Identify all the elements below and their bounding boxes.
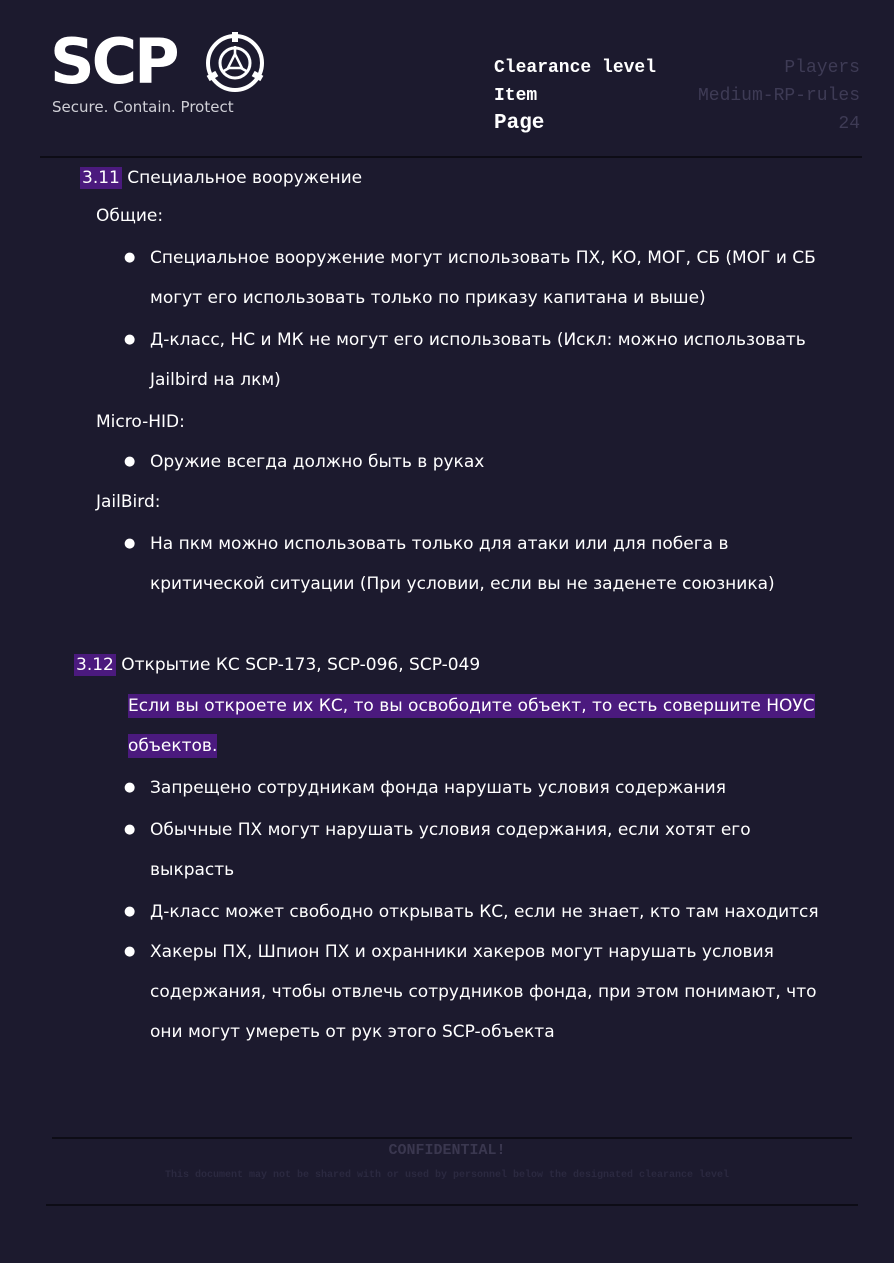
group-label-general: Общие: [96,206,164,226]
scp-emblem-icon [204,32,266,94]
list-item-line: Jailbird на лкм) [150,370,281,390]
meta-page-row [494,110,860,138]
group-label-jailbird: JailBird: [96,492,161,512]
section-heading-3-11 [80,168,362,188]
list-item-line: ● Д-класс, НС и МК не могут его использовать (Искл: можно использовать [150,330,806,350]
document-meta [494,54,860,138]
confidential-disclaimer: This document may not be shared with or used by personnel below the designated clearance level [164,1170,730,1181]
note-line: Если вы откроете их КС, то вы освободите объект, то есть совершите НОУС [128,696,815,716]
list-item-line: ● Оружие всегда должно быть в руках [150,452,485,472]
list-item [124,768,864,808]
list-item [124,932,864,1052]
note-line: объектов. [128,736,218,756]
list-item-line: ● Д-класс может свободно открывать КС, если не знает, кто там находится [150,902,819,922]
footer-divider-bottom [46,1204,858,1206]
list-item-line: они могут умереть от рук этого SCP-объекта [150,1022,555,1042]
list-item-line: содержания, чтобы отвлечь сотрудников фонда, при этом понимают, что [150,982,817,1002]
section-number: 3.11 [82,168,120,188]
section-heading-3-12 [74,655,480,675]
list-item [124,320,864,400]
list-item-line: критической ситуации (При условии, если вы не заденете союзника) [150,574,775,594]
footer-divider-top [52,1137,852,1139]
meta-clearance-value: Players [784,58,860,78]
section-title: Открытие КС SCP-173, SCP-096, SCP-049 [121,655,481,675]
logo-tagline: Secure. Contain. Protect [52,98,234,116]
list-item-line: ● Запрещено сотрудникам фонда нарушать условия содержания [150,778,726,798]
highlighted-note [128,686,858,766]
scp-logo [50,25,260,120]
meta-clearance-row [494,54,860,82]
list-item [124,238,864,318]
list-item [124,810,864,890]
list-item [124,524,864,604]
list-item [124,892,864,932]
meta-page-value: 24 [838,114,860,134]
list-item-line: ● Хакеры ПХ, Шпион ПХ и охранники хакеров могут нарушать условия [150,942,774,962]
section-title: Специальное вооружение [127,168,363,188]
meta-page-label: Page [494,112,545,135]
meta-item-row [494,82,860,110]
list-item-line: ● Обычные ПХ могут нарушать условия содержания, если хотят его [150,820,751,840]
list-item-line: ● На пкм можно использовать только для атаки или для побега в [150,534,729,554]
meta-item-label: Item [494,86,538,106]
section-number: 3.12 [76,655,114,675]
logo-wordmark: SCP [50,25,177,98]
list-item [124,442,864,482]
group-label-micro-hid: Micro-HID: [96,412,185,432]
meta-clearance-label: Clearance level [494,58,657,78]
list-item-line: могут его использовать только по приказу капитана и выше) [150,288,706,308]
list-item-line: выкрасть [150,860,235,880]
confidential-label: CONFIDENTIAL! [388,1142,506,1159]
header-divider [40,156,862,158]
list-item-line: ● Специальное вооружение могут использовать ПХ, КО, МОГ, СБ (МОГ и СБ [150,248,816,268]
meta-item-value: Medium-RP-rules [697,86,860,106]
